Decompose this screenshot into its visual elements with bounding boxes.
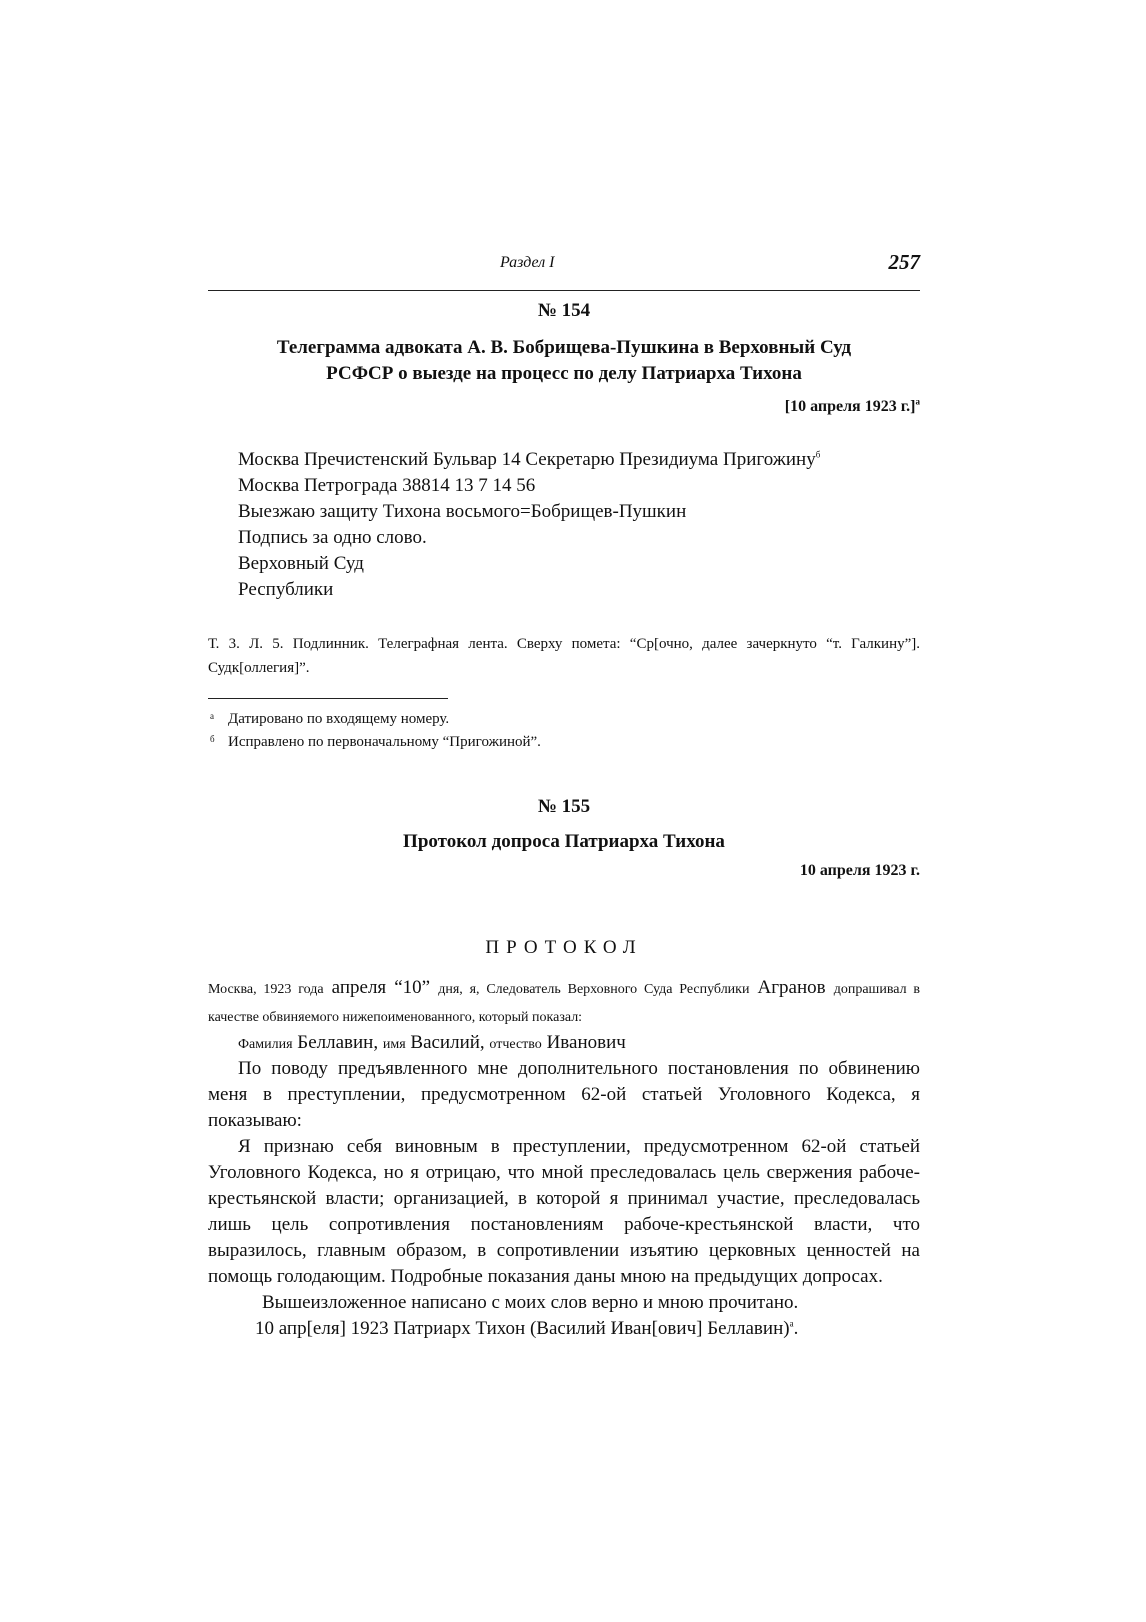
form-interrogation-text: допрашивал в качестве обвиняемого нижепоименованного, который показал: — [208, 982, 921, 1025]
doc-154-date — [608, 398, 920, 416]
telegram-line-2: Москва Петрограда 38814 13 7 14 56 — [238, 475, 536, 496]
telegram-line-5: Верховный Суд — [238, 553, 364, 574]
protocol-paragraph-2: Я признаю себя виновным в преступлении, предусмотренном 62-ой статьей Уголовного Кодекса, но я отрицаю, что мной преследовалась цель свержения рабоче-крестьянской власти; организацией, в которой я принимал участие, преследовалась лишь цель сопротивления постановлениям рабоче-крестьянской власти, что выразилось, главным образом, в сопротивлении изъятию церковных ценностей на помощь голодающим. Подробные показания даны мною на предыдущих допросах. — [208, 1136, 920, 1287]
footnote-ref-a-protocol: а — [789, 1318, 794, 1329]
protocol-closing-1: Вышеизложенное написано с моих слов верно и мною прочитано. — [262, 1292, 799, 1313]
footnote-ref-a: а — [915, 396, 920, 407]
form-month-day: апреля “10” — [331, 977, 431, 998]
surname-value: Беллавин, — [297, 1032, 379, 1053]
patronymic-label: отчество — [489, 1037, 542, 1052]
form-investigator-name: Агранов — [757, 977, 826, 998]
surname-label: Фамилия — [238, 1037, 293, 1052]
protocol-body — [208, 1056, 920, 1290]
doc-155-number: № 155 — [537, 796, 591, 817]
name-value: Василий, — [410, 1032, 485, 1053]
doc-154-title — [208, 335, 920, 387]
telegram-line-1 — [238, 447, 920, 473]
footnote-rule — [208, 698, 448, 699]
doc-154-title-line-1: Телеграмма адвоката А. В. Бобрищева-Пушкина в Верховный Суд — [276, 337, 852, 358]
patronymic-value: Иванович — [546, 1032, 626, 1053]
archive-note: Т. 3. Л. 5. Подлинник. Телеграфная лента. Сверху помета: “Ср[очно, далее зачеркнуто “т. Галкину”]. Судк[оллегия]”. — [208, 636, 920, 676]
doc-155-title: Протокол допроса Патриарха Тихона — [403, 831, 725, 852]
protocol-signature: 10 апр[еля] 1923 Патриарх Тихон (Василий Иван[ович] Беллавин) — [255, 1318, 790, 1339]
footnote-b — [208, 731, 920, 754]
footnotes — [208, 708, 920, 754]
footnote-b-mark: б — [210, 734, 215, 744]
protocol-form-intro — [208, 975, 920, 1031]
protocol-heading: ПРОТОКОЛ — [485, 937, 643, 958]
doc-155-date: 10 апреля 1923 г. — [799, 862, 920, 879]
header-rule — [208, 290, 920, 291]
footnote-b-text: Исправлено по первоначальному “Пригожиной”. — [228, 734, 541, 750]
doc-154-title-line-2: РСФСР о выезде на процесс по делу Патриарха Тихона — [326, 363, 802, 384]
doc-154-date-text: [10 апреля 1923 г.] — [784, 398, 916, 415]
protocol-closing-2 — [255, 1316, 920, 1342]
footnote-a — [208, 708, 920, 731]
protocol-form-names — [238, 1030, 920, 1058]
footnote-ref-b: б — [815, 449, 821, 460]
page-number: 257 — [888, 250, 920, 274]
footnote-a-text: Датировано по входящему номеру. — [228, 711, 450, 727]
telegram-line-3: Выезжаю защиту Тихона восьмого=Бобрищев-Пушкин — [238, 501, 687, 522]
telegram-line-4: Подпись за одно слово. — [238, 527, 427, 548]
telegram-line-1-text: Москва Пречистенский Бульвар 14 Секретарю Президиума Пригожину — [238, 449, 816, 470]
doc-154-number: № 154 — [537, 300, 591, 321]
telegram-text — [238, 447, 920, 603]
name-label: имя — [382, 1037, 406, 1052]
protocol-signature-end: . — [793, 1318, 799, 1339]
protocol-paragraph-1: По поводу предъявленного мне дополнительного постановления по обвинению меня в преступлении, предусмотренном 62-ой статьей Уголовного Кодекса, я показываю: — [208, 1058, 920, 1131]
footnote-a-mark: а — [210, 711, 214, 721]
running-header-section: Раздел I — [500, 254, 555, 271]
form-investigator-label: дня, я, Следователь Верховного Суда Республики — [438, 982, 750, 997]
telegram-line-6: Республики — [238, 579, 334, 600]
form-place-year: Москва, 1923 года — [208, 982, 324, 997]
